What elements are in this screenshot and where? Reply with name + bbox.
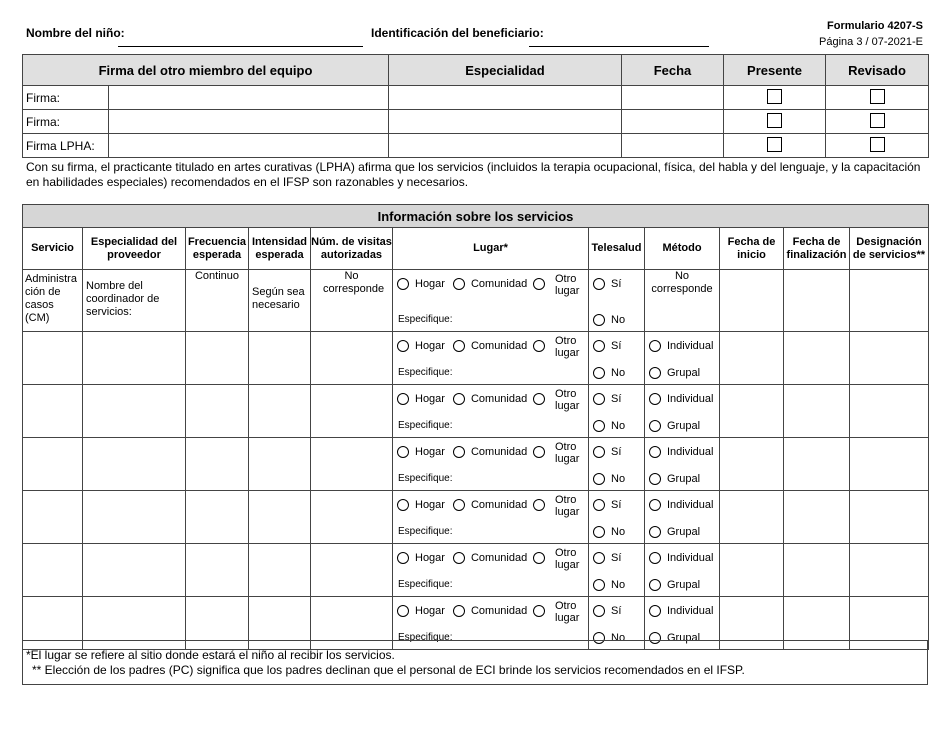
- telehealth-yes-radio[interactable]: [593, 340, 605, 352]
- group-radio[interactable]: [649, 526, 661, 538]
- intensity-cell[interactable]: [249, 544, 311, 597]
- signature-row: [23, 110, 929, 134]
- telehealth-no-radio[interactable]: [593, 367, 605, 379]
- end-date-cell[interactable]: [784, 270, 850, 332]
- group-radio[interactable]: [649, 579, 661, 591]
- location-cell: [393, 270, 589, 332]
- individual-label: Individual: [667, 552, 714, 564]
- service-cell[interactable]: [23, 332, 83, 385]
- specialty-field[interactable]: [389, 110, 622, 134]
- header-date: Fecha: [622, 55, 724, 86]
- signature-table: [22, 54, 929, 158]
- present-checkbox[interactable]: [767, 89, 782, 104]
- provider-specialty-cell: Nombre del coordinador de servicios:: [83, 270, 186, 332]
- method-cell: [645, 332, 720, 385]
- end-date-cell[interactable]: [784, 385, 850, 438]
- individual-radio[interactable]: [649, 393, 661, 405]
- other-place-radio[interactable]: [533, 446, 545, 458]
- telehealth-yes-radio[interactable]: [593, 446, 605, 458]
- child-name-label: Nombre del niño:: [26, 26, 125, 40]
- other-place-label: Otro lugar: [555, 600, 580, 624]
- service-cell[interactable]: [23, 491, 83, 544]
- home-label: Hogar: [415, 446, 445, 458]
- frequency-cell[interactable]: [186, 544, 249, 597]
- provider-specialty-cell[interactable]: [83, 332, 186, 385]
- location-cell: [393, 491, 589, 544]
- telehealth-cell: [589, 438, 645, 491]
- home-label: Hogar: [415, 393, 445, 405]
- signature-row: [23, 86, 929, 110]
- individual-label: Individual: [667, 340, 714, 352]
- individual-radio[interactable]: [649, 552, 661, 564]
- telehealth-cell: [589, 385, 645, 438]
- designation-cell[interactable]: [850, 332, 929, 385]
- home-label: Hogar: [415, 340, 445, 352]
- community-label: Comunidad: [470, 605, 528, 617]
- group-label: Grupal: [667, 366, 701, 379]
- other-place-radio[interactable]: [533, 499, 545, 511]
- start-date-cell[interactable]: [720, 332, 784, 385]
- yes-label: Sí: [611, 446, 622, 458]
- telehealth-cell: [589, 491, 645, 544]
- date-field[interactable]: [622, 110, 724, 134]
- col-method: Método: [645, 228, 720, 270]
- intensity-cell[interactable]: [249, 332, 311, 385]
- home-radio[interactable]: [397, 393, 409, 405]
- method-cell: No corresponde: [645, 270, 720, 332]
- other-place-radio[interactable]: [533, 393, 545, 405]
- group-label: Grupal: [667, 472, 701, 485]
- community-label: Comunidad: [470, 340, 528, 352]
- specialty-field[interactable]: [389, 134, 622, 158]
- present-checkbox[interactable]: [767, 113, 782, 128]
- service-cell[interactable]: [23, 438, 83, 491]
- telehealth-yes-radio[interactable]: [593, 393, 605, 405]
- specify-label: Especifique:: [398, 579, 453, 590]
- yes-label: Sí: [611, 552, 622, 564]
- home-label: Hogar: [415, 552, 445, 564]
- end-date-cell[interactable]: [784, 544, 850, 597]
- visits-cell[interactable]: [311, 385, 393, 438]
- telehealth-yes-radio[interactable]: [593, 552, 605, 564]
- service-cell: Administra ción de casos (CM): [23, 270, 83, 332]
- visits-cell[interactable]: [311, 544, 393, 597]
- col-designation: Designación de servicios**: [850, 228, 929, 270]
- page-info: Página 3 / 07-2021-E: [819, 36, 923, 48]
- child-name-field[interactable]: [118, 46, 363, 47]
- end-date-cell[interactable]: [784, 332, 850, 385]
- designation-cell[interactable]: [850, 438, 929, 491]
- specialty-field[interactable]: [389, 86, 622, 110]
- home-label: Hogar: [415, 605, 445, 617]
- table-row: [23, 544, 929, 597]
- signature-row: [23, 134, 929, 158]
- telehealth-cell: [589, 332, 645, 385]
- start-date-cell[interactable]: [720, 270, 784, 332]
- telehealth-yes-radio[interactable]: [593, 278, 605, 290]
- signature-field[interactable]: [109, 86, 389, 110]
- community-radio[interactable]: [453, 393, 465, 405]
- yes-label: Sí: [611, 393, 622, 405]
- home-label: Hogar: [415, 278, 445, 290]
- beneficiary-id-label: Identificación del beneficiario:: [371, 26, 544, 40]
- no-label: No: [611, 631, 626, 644]
- provider-specialty-cell[interactable]: [83, 544, 186, 597]
- other-place-radio[interactable]: [533, 552, 545, 564]
- group-label: Grupal: [667, 631, 701, 644]
- service-cell[interactable]: [23, 385, 83, 438]
- telehealth-no-radio[interactable]: [593, 420, 605, 432]
- location-cell: [393, 385, 589, 438]
- visits-cell[interactable]: [311, 491, 393, 544]
- visits-cell[interactable]: [311, 438, 393, 491]
- community-radio[interactable]: [453, 499, 465, 511]
- other-place-label: Otro lugar: [555, 335, 580, 359]
- footnotes-box: [22, 640, 928, 685]
- home-label: Hogar: [415, 499, 445, 511]
- method-cell: [645, 385, 720, 438]
- no-label: No: [611, 419, 626, 432]
- home-radio[interactable]: [397, 340, 409, 352]
- community-label: Comunidad: [470, 393, 528, 405]
- community-radio[interactable]: [453, 446, 465, 458]
- other-place-radio[interactable]: [533, 340, 545, 352]
- reviewed-checkbox[interactable]: [870, 89, 885, 104]
- col-specialty: Especialidad del proveedor: [83, 228, 186, 270]
- group-label: Grupal: [667, 578, 701, 591]
- home-radio[interactable]: [397, 605, 409, 617]
- no-label: No: [611, 366, 626, 379]
- location-cell: [393, 438, 589, 491]
- table-row: [23, 491, 929, 544]
- provider-specialty-cell[interactable]: [83, 385, 186, 438]
- start-date-cell[interactable]: [720, 491, 784, 544]
- provider-specialty-cell[interactable]: [83, 491, 186, 544]
- specify-label: Especifique:: [398, 473, 453, 484]
- header-specialty: Especialidad: [389, 55, 622, 86]
- signature-field[interactable]: [109, 110, 389, 134]
- individual-label: Individual: [667, 499, 714, 511]
- signature-label: Firma LPHA:: [23, 134, 109, 158]
- community-radio[interactable]: [453, 552, 465, 564]
- group-radio[interactable]: [649, 367, 661, 379]
- frequency-cell[interactable]: [186, 332, 249, 385]
- individual-radio[interactable]: [649, 499, 661, 511]
- service-cell[interactable]: [23, 544, 83, 597]
- col-telehealth: Telesalud: [589, 228, 645, 270]
- end-date-cell[interactable]: [784, 491, 850, 544]
- no-label: No: [611, 578, 626, 591]
- telehealth-yes-radio[interactable]: [593, 605, 605, 617]
- start-date-cell[interactable]: [720, 385, 784, 438]
- group-label: Grupal: [667, 419, 701, 432]
- form-number: Formulario 4207-S: [827, 20, 923, 32]
- table-row: [23, 270, 929, 332]
- no-label: No: [611, 472, 626, 485]
- home-radio[interactable]: [397, 446, 409, 458]
- designation-cell[interactable]: [850, 385, 929, 438]
- other-place-label: Otro lugar: [555, 547, 580, 571]
- telehealth-cell: [589, 270, 645, 332]
- telehealth-no-radio[interactable]: [593, 579, 605, 591]
- col-service: Servicio: [23, 228, 83, 270]
- date-field[interactable]: [622, 134, 724, 158]
- reviewed-checkbox[interactable]: [870, 113, 885, 128]
- telehealth-cell: [589, 544, 645, 597]
- other-place-label: Otro lugar: [555, 388, 580, 412]
- services-table: [22, 204, 929, 650]
- designation-cell[interactable]: [850, 270, 929, 332]
- community-label: Comunidad: [470, 552, 528, 564]
- col-visits: Núm. de visitas autorizadas: [311, 228, 393, 270]
- home-radio[interactable]: [397, 552, 409, 564]
- yes-label: Sí: [611, 605, 622, 617]
- no-label: No: [611, 525, 626, 538]
- community-radio[interactable]: [453, 605, 465, 617]
- individual-label: Individual: [667, 605, 714, 617]
- signature-field[interactable]: [109, 134, 389, 158]
- group-radio[interactable]: [649, 420, 661, 432]
- intensity-cell[interactable]: [249, 491, 311, 544]
- individual-radio[interactable]: [649, 605, 661, 617]
- header-reviewed: Revisado: [826, 55, 929, 86]
- individual-radio[interactable]: [649, 340, 661, 352]
- location-cell: [393, 544, 589, 597]
- yes-label: Sí: [611, 340, 622, 352]
- community-radio[interactable]: [453, 278, 465, 290]
- header-signature: Firma del otro miembro del equipo: [23, 55, 389, 86]
- telehealth-no-radio[interactable]: [593, 314, 605, 326]
- other-place-radio[interactable]: [533, 605, 545, 617]
- telehealth-no-radio[interactable]: [593, 526, 605, 538]
- start-date-cell[interactable]: [720, 544, 784, 597]
- method-cell: [645, 491, 720, 544]
- col-frequency: Frecuencia esperada: [186, 228, 249, 270]
- intensity-cell: Según sea necesario: [249, 270, 311, 332]
- table-row: [23, 438, 929, 491]
- col-intensity: Intensidad esperada: [249, 228, 311, 270]
- specify-label: Especifique:: [398, 314, 453, 325]
- frequency-cell[interactable]: [186, 491, 249, 544]
- date-field[interactable]: [622, 86, 724, 110]
- present-checkbox[interactable]: [767, 137, 782, 152]
- telehealth-no-radio[interactable]: [593, 473, 605, 485]
- signature-label: Firma:: [23, 86, 109, 110]
- frequency-cell[interactable]: [186, 385, 249, 438]
- intensity-cell[interactable]: [249, 385, 311, 438]
- reviewed-checkbox[interactable]: [870, 137, 885, 152]
- individual-label: Individual: [667, 446, 714, 458]
- table-row: [23, 385, 929, 438]
- lpha-statement: Con su firma, el practicante titulado en artes curativas (LPHA) afirma que los servicios (incluidos la terapia ocupacional, física, del habla y del lenguaje, y la capacitación en habilidades especiales) recomendados en el IFSP son razonables y necesarios.: [26, 160, 921, 189]
- community-label: Comunidad: [470, 446, 528, 458]
- beneficiary-id-field[interactable]: [529, 46, 709, 47]
- telehealth-yes-radio[interactable]: [593, 499, 605, 511]
- frequency-cell[interactable]: [186, 438, 249, 491]
- col-start-date: Fecha de inicio: [720, 228, 784, 270]
- col-location: Lugar*: [393, 228, 589, 270]
- table-row: [23, 332, 929, 385]
- start-date-cell[interactable]: [720, 438, 784, 491]
- visits-cell: No corresponde: [311, 270, 393, 332]
- home-radio[interactable]: [397, 499, 409, 511]
- header-present: Presente: [724, 55, 826, 86]
- visits-cell[interactable]: [311, 332, 393, 385]
- col-end-date: Fecha de finalización: [784, 228, 850, 270]
- other-place-radio[interactable]: [533, 278, 545, 290]
- other-place-label: Otro lugar: [555, 494, 580, 518]
- specify-label: Especifique:: [398, 367, 453, 378]
- designation-cell[interactable]: [850, 544, 929, 597]
- community-label: Comunidad: [470, 499, 528, 511]
- home-radio[interactable]: [397, 278, 409, 290]
- signature-label: Firma:: [23, 110, 109, 134]
- frequency-cell: Continuo: [186, 270, 249, 332]
- provider-specialty-cell[interactable]: [83, 438, 186, 491]
- group-label: Grupal: [667, 525, 701, 538]
- method-cell: [645, 438, 720, 491]
- yes-label: Sí: [611, 499, 622, 511]
- end-date-cell[interactable]: [784, 438, 850, 491]
- intensity-cell[interactable]: [249, 438, 311, 491]
- individual-label: Individual: [667, 393, 714, 405]
- footnote-parent-choice: ** Elección de los padres (PC) significa que los padres declinan que el personal de ECI brinde los servicios recomendados en el IFSP.: [32, 663, 745, 677]
- specify-label: Especifique:: [398, 526, 453, 537]
- yes-label: Sí: [611, 278, 622, 290]
- specify-label: Especifique:: [398, 420, 453, 431]
- services-title: Información sobre los servicios: [23, 205, 929, 228]
- community-label: Comunidad: [470, 278, 528, 290]
- community-radio[interactable]: [453, 340, 465, 352]
- designation-cell[interactable]: [850, 491, 929, 544]
- location-cell: [393, 332, 589, 385]
- group-radio[interactable]: [649, 473, 661, 485]
- method-cell: [645, 544, 720, 597]
- footnote-location: *El lugar se refiere al sitio donde estará el niño al recibir los servicios.: [26, 648, 395, 662]
- other-place-label: Otro lugar: [555, 273, 580, 297]
- individual-radio[interactable]: [649, 446, 661, 458]
- other-place-label: Otro lugar: [555, 441, 580, 465]
- no-label: No: [611, 313, 626, 326]
- specify-label: Especifique:: [398, 632, 453, 643]
